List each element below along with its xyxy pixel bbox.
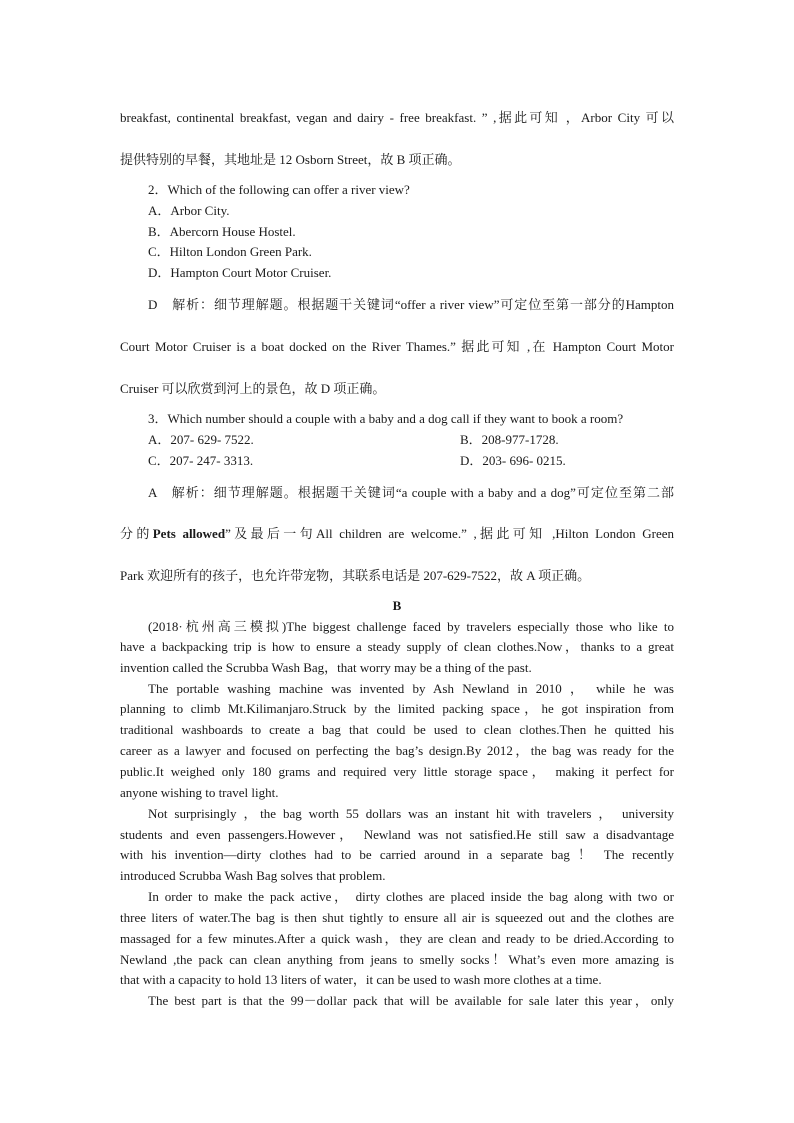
passage-line: have a backpacking trip is how to ensure a steady supply of clean clothes.Now，thanks to a great [120,639,674,654]
passage-line: planning to climb Mt.Kilimanjaro.Struck by the limited packing space，he got inspiration from [120,701,674,716]
section-b-label: B [392,598,402,613]
passage-line: traditional washboards to create a bag that could be used to clean clothes.Then he quitted his [120,722,674,737]
question-2-stem: 2．Which of the following can offer a river view? [148,182,410,197]
passage-line: Newland ,the pack can clean anything from jeans to smelly socks！What’s even more amazing is [120,952,674,967]
passage-line: introduced Scrubba Wash Bag solves that problem. [120,868,386,883]
passage-line: three liters of water.The bag is then shut tightly to ensure all air is squeezed out and the clothes are [120,910,674,925]
question-3-option-a: A．207- 629- 7522. [148,432,254,447]
passage-line: massaged for a few minutes.After a quick wash，they are clean and ready to be dried.According to [120,931,674,946]
passage-line: The best part is that the 99－dollar pack that will be available for sale later this year，only [148,993,674,1008]
passage-line: public.It weighed only 180 grams and required very little storage space， making it perfect for [120,764,674,779]
question-3-stem: 3．Which number should a couple with a baby and a dog call if they want to book a room? [148,411,624,426]
passage-line: that with a capacity to hold 13 liters of water，it can be used to wash more clothes at a time. [120,972,602,987]
question-2-option-b: B．Abercorn House Hostel. [148,224,296,239]
question-2-option-a: A．Arbor City. [148,203,230,218]
pets-allowed-highlight: Pets allowed [152,526,226,541]
passage-line: with his invention—dirty clothes had to be carried around in a separate bag ！ The recently [120,847,674,862]
question-2-explanation-line-3: Cruiser 可以欣赏到河上的景色，故 D 项正确。 [120,381,386,396]
passage-line: anyone wishing to travel light. [120,785,279,800]
question-3-explanation-line-2 [120,525,674,543]
question-3-explanation-line-1: A 解析：细节理解题。根据题干关键词“a couple with a baby and a dog”可定位至第二部 [148,485,674,500]
question-2-explanation-line-2: Court Motor Cruiser is a boat docked on the River Thames.” 据此可知 ,在 Hampton Court Motor [120,339,674,354]
passage-line: (2018·杭州高三模拟)The biggest challenge faced by travelers especially those who like to [148,619,674,634]
question-3-option-c: C．207- 247- 3313. [148,453,254,468]
question-3-explanation-line-3: Park 欢迎所有的孩子，也允许带宠物，其联系电话是 207-629-7522，故 A 项正确。 [120,568,591,583]
passage-line: The portable washing machine was invented by Ash Newland in 2010 ， while he was [148,681,674,696]
explanation-text: 分的 [120,526,153,541]
passage-line: students and even passengers.However， Newland was not satisfied.He still saw a disadvantage [120,827,674,842]
explanation-text: ”及最后一句All children are welcome.” ,据此可知 ,Hilton London Green [225,526,674,541]
question-3-option-b: B．208-977-1728. [460,432,559,447]
question-2-option-c: C．Hilton London Green Park. [148,244,312,259]
passage-line: career as a lawyer and focused on perfecting the bag’s design.By 2012，the bag was ready for the [120,743,674,758]
passage-line: Not surprisingly ，the bag worth 55 dollars was an instant hit with travelers ， university [148,806,674,821]
question-3-option-d: D．203- 696- 0215. [460,453,566,468]
passage-line: invention called the Scrubba Wash Bag，that worry may be a thing of the past. [120,660,532,675]
q1-explanation-line-2: 提供特别的早餐，其地址是 12 Osborn Street，故 B 项正确。 [120,152,461,167]
q1-explanation-line-1: breakfast, continental breakfast, vegan and dairy - free breakfast. ” ,据此可知 ，Arbor City 可以 [120,110,674,125]
passage-line: In order to make the pack active， dirty clothes are placed inside the bag along with two or [148,889,674,904]
question-2-option-d: D．Hampton Court Motor Cruiser. [148,265,332,280]
question-2-explanation-line-1: D 解析：细节理解题。根据题干关键词“offer a river view”可定位至第一部分的Hampton [148,297,674,312]
